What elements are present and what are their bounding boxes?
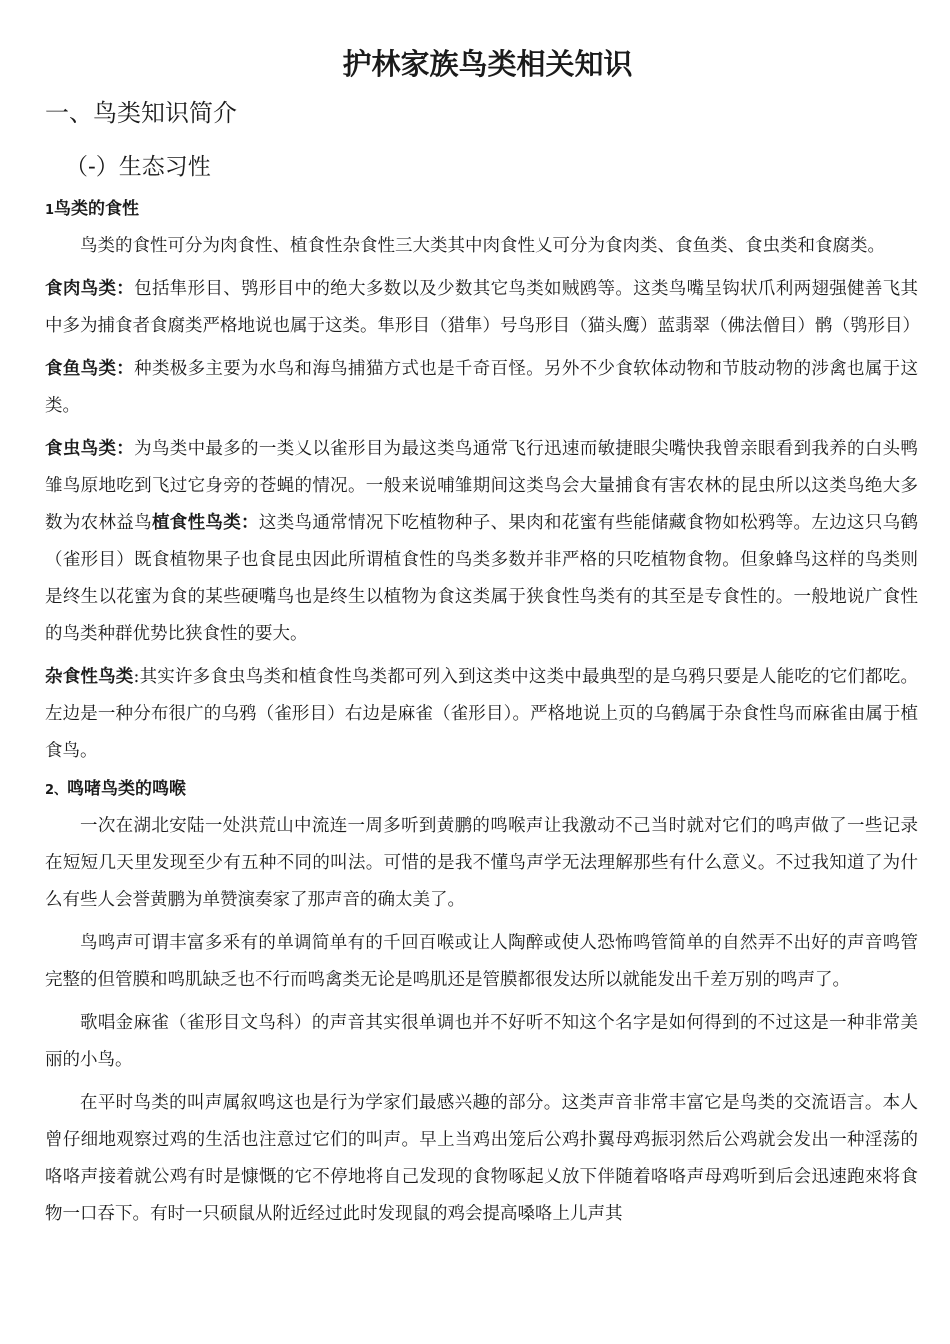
diet-intro-paragraph: 鸟类的食性可分为肉食性、植食性杂食性三大类其中肉食性乂可分为食肉类、食鱼类、食虫类和食腐类。 — [80, 236, 885, 256]
omnivorous-text: :其实许多食虫鸟类和植食性鸟类都可列入到这类中这类中最典型的是乌鸦只要是人能吃的它们都吃。左边是一种分布很广的乌鸦（雀形目）右边是麻雀（雀形目）。严格地说上页的乌鹤属于杂食性鸟而麻雀由属于植食鸟。 — [45, 667, 918, 761]
topic-title: 鸟类的食性 — [54, 199, 140, 219]
topic-heading-songs — [45, 776, 918, 804]
songs-paragraph-4: 在平时鸟类的叫声属叙鸣这也是行为学家们最感兴趣的部分。这类声音非常丰富它是鸟类的交流语言。本人曾仔细地观察过鸡的生活也注意过它们的叫声。早上当鸡出笼后公鸡扑翼母鸡振羽然后公鸡就会发出一种淫荡的咯咯声接着就公鸡有时是慷慨的它不停地将自己发现的食物啄起乂放下伴随着咯咯声母鸡听到后会迅速跑來将食物一口吞下。有时一只硕鼠从附近经过此时发现鼠的鸡会提高嗓咯上儿声其 — [45, 1093, 918, 1224]
section-heading: 一、鸟类知识简介 — [45, 99, 237, 127]
fish-eating-term: 食鱼鸟类： — [45, 359, 135, 379]
insect-eating-paragraph — [45, 431, 918, 653]
subsection-heading: （-）生态习性 — [65, 154, 211, 180]
topic-number: 2、 — [45, 783, 68, 798]
meat-eating-paragraph — [45, 271, 918, 345]
songs-paragraph-2: 鸟鸣声可谓丰富多釆有的单调简单有的千回百喉或让人陶醉或使人恐怖鸣管简单的自然弄不出好的声音鸣管完整的但管膜和鸣肌缺乏也不行而鸣禽类无论是鸣肌还是管膜都很发达所以就能发出千差万别的鸣声了。 — [45, 933, 918, 990]
songs-paragraph-1: 一次在湖北安陆一处洪荒山中流连一周多听到黄鹏的鸣喉声让我激动不己当时就对它们的鸣声做了一些记录在短短几天里发现至少有五种不同的叫法。可惜的是我不懂鸟声学无法理解那些有什么意义。不过我知道了为什么有些人会誉黄鹏为单赞演奏家了那声音的确太美了。 — [45, 816, 918, 910]
omnivorous-term: 杂食性鸟类 — [45, 667, 134, 687]
plant-eating-term: 植食性鸟类： — [151, 513, 259, 533]
songs-paragraph-3: 歌唱金麻雀（雀形目文鸟科）的声音其实很单调也并不好听不知这个名字是如何得到的不过这是一种非常美丽的小鸟。 — [45, 1013, 918, 1070]
document-title: 护林家族鸟类相关知识 — [342, 47, 633, 81]
plant-eating-text: 这类鸟通常情况下吃植物种子、果肉和花蜜有些能储藏食物如松鸦等。左边这只乌鹤（雀形目）既食植物果子也食昆虫因此所谓植食性的鸟类多数并非严格的只吃植物食物。但象蜂鸟这样的鸟类则是终生以花蜜为食的某些硬嘴鸟也是终生以植物为食这类属于狭食性鸟类有的其至是专食性的。一般地说广食性的鸟类种群优势比狭食性的要大。 — [45, 513, 918, 644]
insect-eating-term: 食虫鸟类： — [45, 439, 135, 459]
topic-title: 鸣啫鸟类的鸣喉 — [67, 779, 187, 799]
meat-eating-term: 食肉鸟类： — [45, 279, 135, 299]
omnivorous-paragraph — [45, 659, 918, 770]
topic-heading-diet — [45, 196, 918, 224]
topic-number: 1 — [45, 203, 55, 218]
meat-eating-text: 包括隼形目、鸮形目中的绝大多数以及少数其它鸟类如贼鸥等。这类鸟嘴呈钩状爪利两翅强健善飞其中多为捕食者食腐类严格地说也属于这类。隼形目（猎隼）号鸟形目（猫头鹰）蓝翡翠（佛法僧目）鹘（鸮形目） — [45, 279, 920, 336]
fish-eating-paragraph — [45, 351, 918, 425]
insect-eating-text: 为鸟类中最多的一类乂以雀形目为最这类鸟通常飞行迅速而敏捷眼尖嘴快我曾亲眼看到我养的白头鸭雏鸟原地吃到飞过它身旁的苍蝇的情况。一般来说哺雏期间这类鸟会大量捕食有害农林的昆虫所以这类鸟绝大多数为农林益鸟 — [45, 439, 919, 533]
fish-eating-text: 种类极多主要为水鸟和海鸟捕猫方式也是千奇百怪。另外不少食软体动物和节肢动物的涉禽也属于这类。 — [45, 359, 919, 416]
